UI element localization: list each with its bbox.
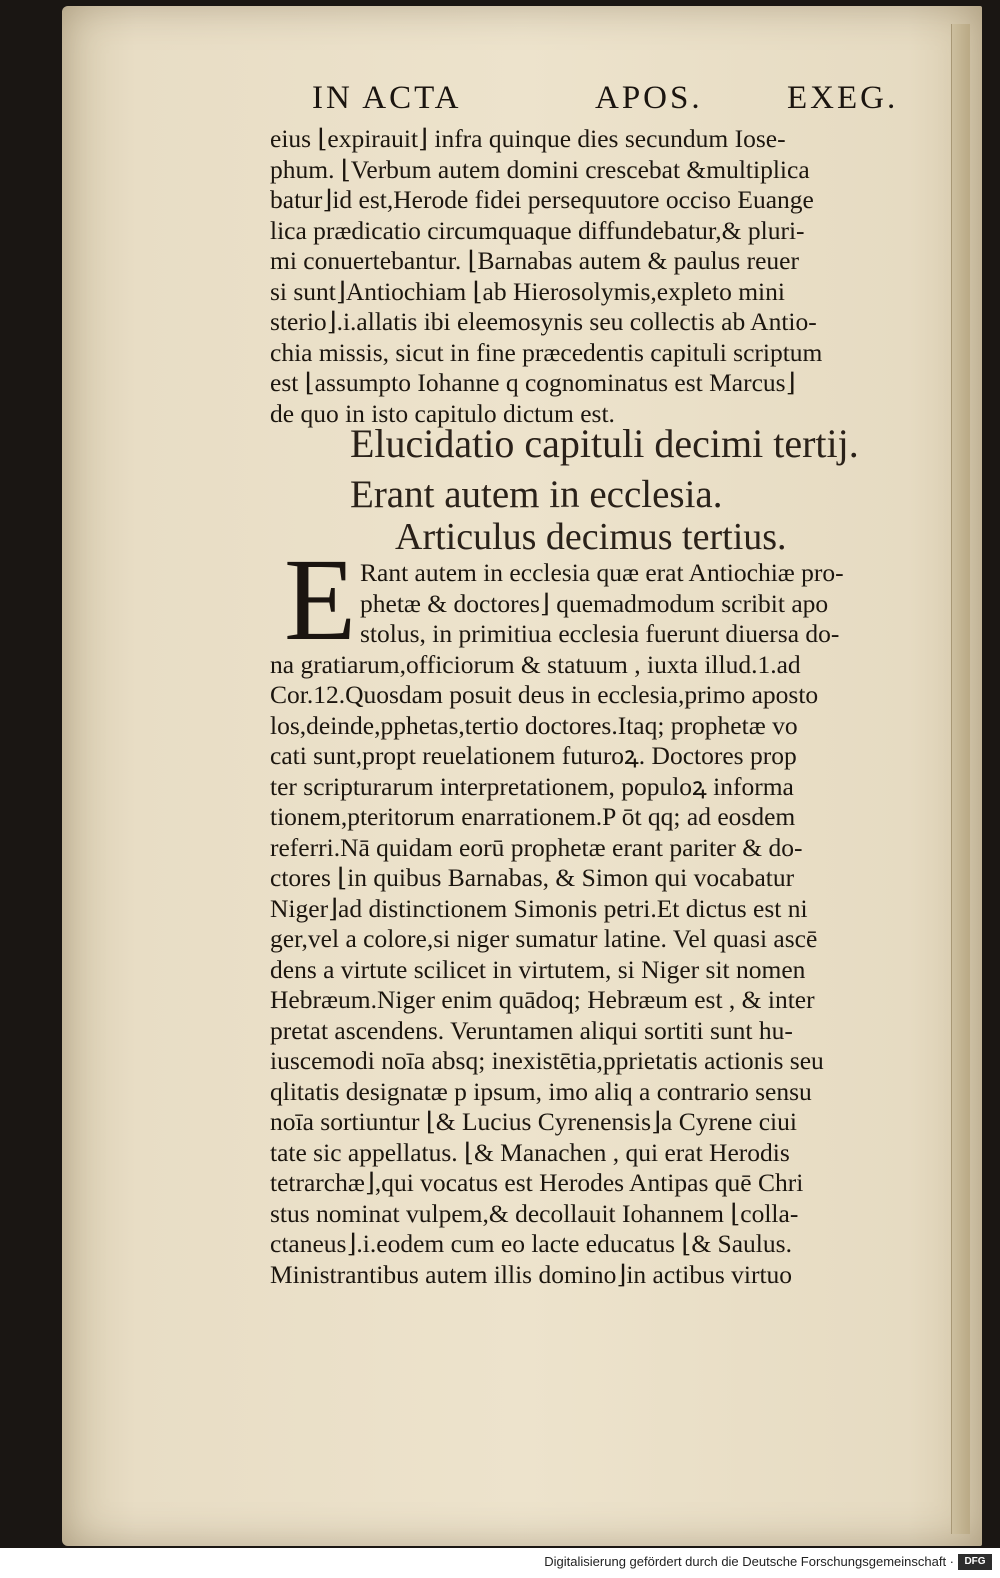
text-line: chia missis, sicut in fine præcedentis capituli scriptum xyxy=(270,337,823,367)
text-line: est ⌊assumpto Iohanne q cognominatus est Marcus⌋ xyxy=(270,368,796,397)
text-line: tate sic appellatus. ⌊& Manachen , qui erat Herodis xyxy=(270,1137,790,1167)
text-block-1 xyxy=(270,124,960,429)
text-line: tionem,pteritorum enarrationem.P ōt qq; ad eosdem xyxy=(270,802,796,831)
text-line: phum. ⌊Verbum autem domini crescebat &multiplica xyxy=(270,154,810,184)
text-line: Niger⌋ad distinctionem Simonis petri.Et dictus est ni xyxy=(270,893,808,923)
footer-credit: Digitalisierung gefördert durch die Deutsche Forschungsgemeinschaft · xyxy=(544,1554,954,1569)
header-center: APOS. xyxy=(595,80,703,116)
text-line: lica prædicatio circumquaque diffundebatur,& pluri- xyxy=(270,215,805,245)
text-line: de quo in isto capitulo dictum est. xyxy=(270,398,615,428)
drop-capital: E xyxy=(284,534,357,665)
running-header xyxy=(312,80,912,120)
text-line: Ministrantibus autem illis domino⌋in actibus virtuo xyxy=(270,1259,793,1289)
text-line: los,deinde,pphetas,tertio doctores.Itaq; prophetæ vo xyxy=(270,710,798,740)
text-line: eius ⌊expirauit⌋ infra quinque dies secundum Iose- xyxy=(270,124,786,153)
dfg-logo-icon: DFG xyxy=(958,1554,992,1570)
text-line: tetrarchæ⌋,qui vocatus est Herodes Antipas quē Chri xyxy=(270,1168,804,1197)
text-line: ger,vel a colore,si niger sumatur latine. Vel quasi ascē xyxy=(270,924,818,953)
text-line: dens a virtute scilicet in virtutem, si Niger sit nomen xyxy=(270,954,806,984)
text-line: stus nominat vulpem,& decollauit Iohannem ⌊colla- xyxy=(270,1198,799,1228)
text-line: stolus, in primitiua ecclesia fuerunt diuersa do- xyxy=(360,619,840,648)
text-line: si sunt⌋Antiochiam ⌊ab Hierosolymis,expleto mini xyxy=(270,276,785,306)
digitization-footer xyxy=(0,1548,1000,1578)
text-block-2 xyxy=(270,558,960,1290)
text-line: sterio⌋.i.allatis ibi eleemosynis seu collectis ab Antio- xyxy=(270,307,817,336)
text-line: qlitatis designatæ p ipsum, imo aliq a contrario sensu xyxy=(270,1076,812,1106)
text-line: referri.Nā quidam eorū prophetæ erant pariter & do- xyxy=(270,832,803,862)
text-line: ter scripturarum interpretationem, populoꝝ informa xyxy=(270,771,794,801)
text-line: phetæ & doctores⌋ quemadmodum scribit apo xyxy=(360,588,829,618)
incipit-heading: Erant autem in ecclesia. xyxy=(350,473,723,516)
text-line: iuscemodi noīa absq; inexistētia,pprietatis actionis seu xyxy=(270,1046,824,1075)
text-line: noīa sortiuntur ⌊& Lucius Cyrenensis⌋a Cyrene ciui xyxy=(270,1107,797,1136)
header-right: EXEG. xyxy=(787,80,899,116)
text-line: Rant autem in ecclesia quæ erat Antiochiæ pro- xyxy=(360,558,844,587)
article-heading: Articulus decimus tertius. xyxy=(395,516,787,558)
text-line: Hebræum.Niger enim quādoq; Hebræum est , & inter xyxy=(270,985,815,1014)
text-line: pretat ascendens. Veruntamen aliqui sortiti sunt hu- xyxy=(270,1015,793,1045)
header-left: IN ACTA xyxy=(312,80,462,116)
chapter-heading: Elucidatio capituli decimi tertij. xyxy=(350,421,859,466)
text-line: cati sunt,propt reuelationem futuroꝝ. Doctores prop xyxy=(270,741,797,770)
text-line: Cor.12.Quosdam posuit deus in ecclesia,primo aposto xyxy=(270,680,819,709)
text-line: na gratiarum,officiorum & statuum , iuxta illud.1.ad xyxy=(270,649,801,679)
text-line: ctores ⌊in quibus Barnabas, & Simon qui vocabatur xyxy=(270,863,795,892)
text-line: mi conuertebantur. ⌊Barnabas autem & paulus reuer xyxy=(270,246,799,275)
text-line: ctaneus⌋.i.eodem cum eo lacte educatus ⌊& Saulus. xyxy=(270,1229,792,1258)
text-line: batur⌋id est,Herode fidei persequutore occiso Euange xyxy=(270,185,814,214)
